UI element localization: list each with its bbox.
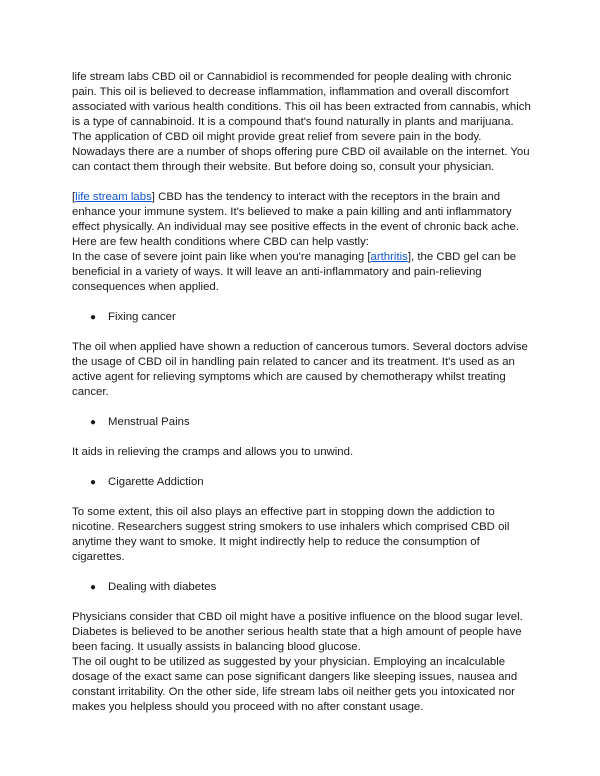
bullet-label: Fixing cancer [108,311,176,323]
intro-paragraph: life stream labs CBD oil or Cannabidiol is recommended for people dealing with chronic pain. This oil is believed to decrease inflammation, inflammation and overall discomfort associated with various health conditions. This oil has been extracted from cannabis, which is a type of cannabinoid. It is a compound that's found naturally in plants and marijuana. The application of CBD oil might provide great relief from severe pain in the body. [72,71,531,143]
cancer-paragraph: The oil when applied have shown a reduction of cancerous tumors. Several doctors advise the usage of CBD oil in handling pain related to cancer and its treatment. It's used as an active agent for relieving symptoms which are caused by chemotherapy whilst treating cancer. [72,341,528,398]
spacer [72,400,534,415]
spacer [72,325,534,340]
spacer [72,295,534,310]
bracket-open: [ [72,191,76,203]
bullet-label: Menstrual Pains [108,416,190,428]
bullet-fixing-cancer [90,310,534,325]
spacer [72,430,534,445]
bullet-dot-icon: ● [90,477,97,488]
bullet-dot-icon: ● [90,417,97,428]
life-stream-labs-link[interactable]: life stream labs [75,191,152,203]
spacer [72,595,534,610]
arthritis-before: In the case of severe joint pain like when you're managing [ [72,251,371,263]
document-body [72,70,534,715]
bullet-dot-icon: ● [90,312,97,323]
receptors-paragraph [72,190,534,235]
bullet-cigarette-addiction [90,475,534,490]
spacer [72,175,534,190]
spacer [72,490,534,505]
bullet-label: Cigarette Addiction [108,476,204,488]
dosage-paragraph: The oil ought to be utilized as suggested by your physician. Employing an incalculable dosage of the exact same can pose significant dangers like sleeping issues, nausea and constant irritability. On the other side, life stream labs oil neither gets you intoxicated nor makes you helpless should you proceed with no after constant usage. [72,656,518,713]
spacer [72,565,534,580]
bullet-diabetes [90,580,534,595]
arthritis-link[interactable]: arthritis [370,251,408,263]
bullet-menstrual-pains [90,415,534,430]
arthritis-paragraph [72,250,534,295]
diabetes-paragraph: Physicians consider that CBD oil might have a positive influence on the blood sugar level. Diabetes is believed to be another serious health state that a high amount of people have been facing. It usually assists in balancing blood glucose. [72,611,523,653]
bullet-label: Dealing with diabetes [108,581,217,593]
receptors-text: ] CBD has the tendency to interact with the receptors in the brain and enhance your immune system. It's believed to make a pain killing and anti inflammatory effect physically. An individual may see positive effects in the event of chronic back ache. [72,191,520,233]
bullet-dot-icon: ● [90,582,97,593]
arthritis-after: ], the CBD gel can be beneficial in a variety of ways. It will leave an anti-inflammatory and pain-relieving consequences when applied. [72,251,517,293]
cigarette-paragraph: To some extent, this oil also plays an effective part in stopping down the addiction to nicotine. Researchers suggest string smokers to use inhalers which comprised CBD oil anytime they want to smoke. It might indirectly help to reduce the consumption of cigarettes. [72,506,510,563]
spacer [72,460,534,475]
menstrual-paragraph: It aids in relieving the cramps and allows you to unwind. [72,446,354,458]
conditions-intro: Here are few health conditions where CBD can help vastly: [72,236,369,248]
shops-paragraph: Nowadays there are a number of shops offering pure CBD oil available on the internet. You can contact them through their website. But before doing so, consult your physician. [72,146,530,173]
